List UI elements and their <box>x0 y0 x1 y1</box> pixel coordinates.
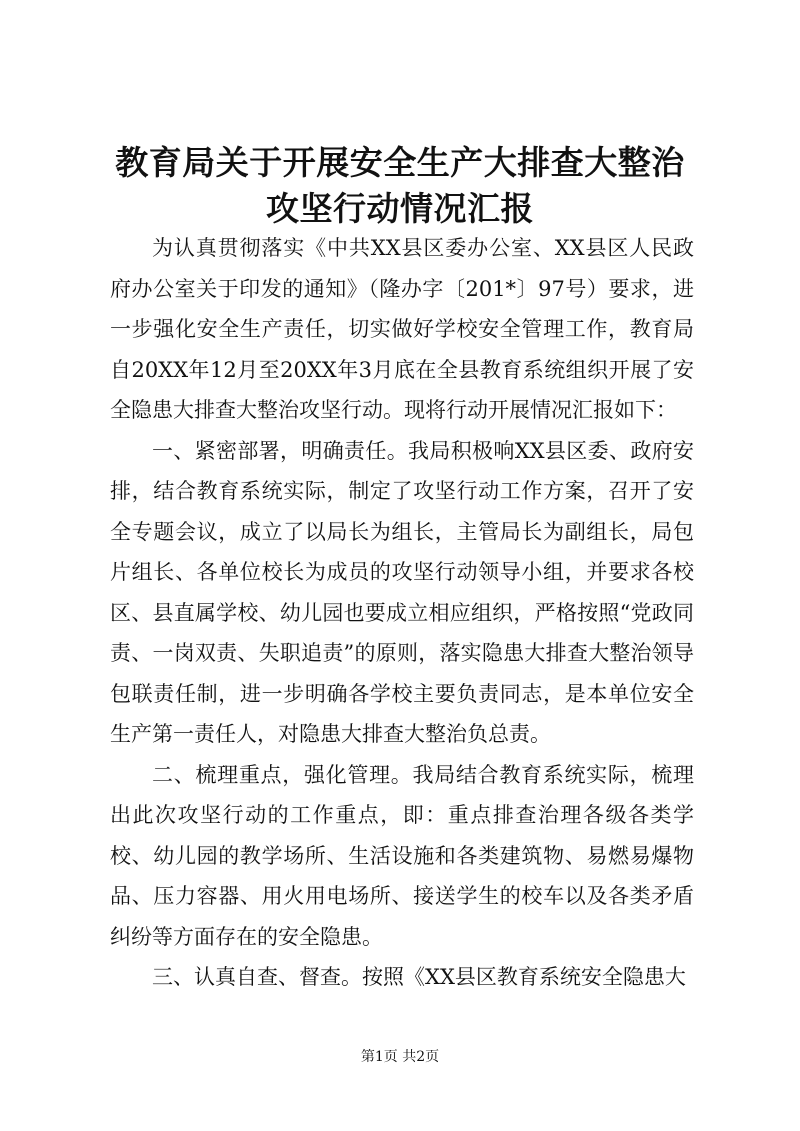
paragraph-section-3: 三、认真自查、督查。按照《XX县区教育系统安全隐患大 <box>152 965 686 989</box>
paragraph-section-2: 二、梳理重点，强化管理。我局结合教育系统实际，梳理出此次攻坚行动的工作重点，即：重点排查治理各级各类学校、幼儿园的教学场所、生活设施和各类建筑物、易燃易爆物品、压力容器、用火用电场所、接送学生的校车以及各类矛盾纠纷等方面存在的安全隐患。 <box>110 762 694 949</box>
paragraph-section-1: 一、紧密部署，明确责任。我局积极响XX县区委、政府安排，结合教育系统实际，制定了攻坚行动工作方案，召开了安全专题会议，成立了以局长为组长，主管局长为副组长，局包片组长、各单位校长为成员的攻坚行动领导小组，并要求各校区、县直属学校、幼儿园也要成立相应组织，严格按照“党政同责、一岗双责、失职追责”的原则，落实隐患大排查大整治领导包联责任制，进一步明确各学校主要负责同志，是本单位安全生产第一责任人，对隐患大排查大整治负总责。 <box>110 438 694 746</box>
document-title: 教育局关于开展安全生产大排查大整治攻坚行动情况汇报 <box>115 143 685 228</box>
page-number-footer: 第1页 共2页 <box>360 1049 440 1065</box>
document-body <box>110 228 694 998</box>
paragraph-intro: 为认真贯彻落实《中共XX县区委办公室、XX县区人民政府办公室关于印发的通知》（隆办字〔201*〕97号）要求，进一步强化安全生产责任，切实做好学校安全管理工作，教育局自20XX年12月至20XX年3月底在全县教育系统组织开展了安全隐患大排查大整治攻坚行动。现将行动开展情况汇报如下： <box>110 236 694 422</box>
